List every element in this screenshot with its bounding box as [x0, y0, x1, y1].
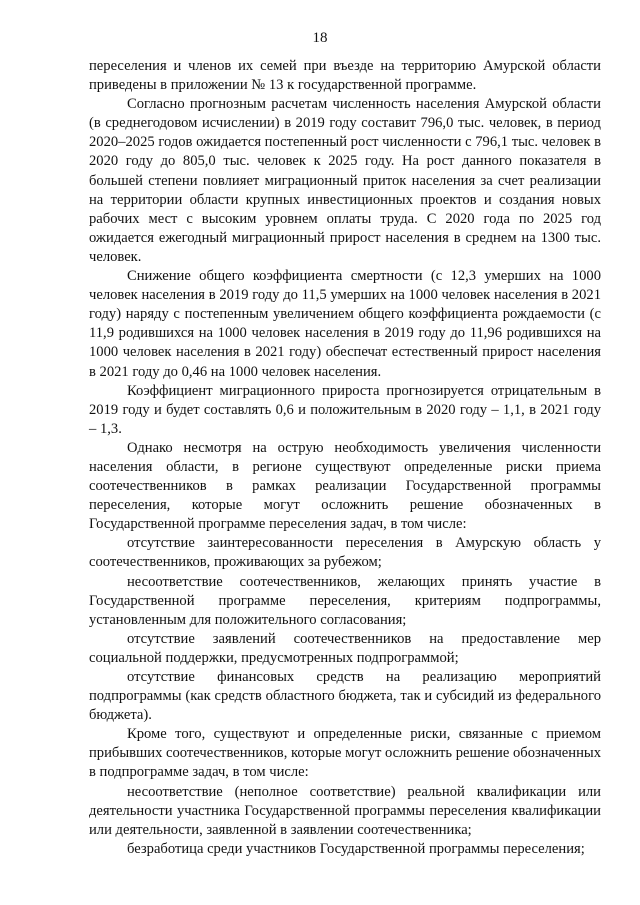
paragraph-migration-coefficient: Коэффициент миграционного прироста прогнозируется отрицательным в 2019 году и будет составлять 0,6 и положительным в 2020 году – 1,1, в 2021 году – 1,3.	[89, 382, 601, 437]
document-body	[89, 57, 601, 859]
paragraph-mortality-birthrate: Снижение общего коэффициента смертности (с 12,3 умерших на 1000 человек населения в 2019 году до 11,5 умерших на 1000 человек населения в 2021 году) наряду с постепенным увеличением общего коэффициента рождаемости (с 11,9 родившихся на 1000 человек населения в 2019 году до 11,96 родившихся на 1000 человек населения в 2021 году) обеспечат естественный прирост населения в 2021 году до 0,46 на 1000 человек населения.	[89, 268, 601, 380]
paragraph-reception-risks-intro: Кроме того, существуют и определенные риски, связанные с приемом прибывших соотечественников, которые могут осложнить решение обозначенных в подпрограмме задач, в том числе:	[89, 726, 601, 781]
risk-item: отсутствие заинтересованности переселения в Амурскую область у соотечественников, проживающих за рубежом;	[89, 535, 601, 571]
risk-item: несоответствие (неполное соответствие) реальной квалификации или деятельности участника Государственной программы переселения квалификации или деятельности, заявленной в заявлении соотечественника;	[89, 783, 601, 838]
risk-item: несоответствие соотечественников, желающих принять участие в Государственной программе переселения, критериям подпрограммы, установленным для положительного согласования;	[89, 573, 601, 628]
page-number: 18	[312, 30, 328, 46]
risk-item: отсутствие финансовых средств на реализацию мероприятий подпрограммы (как средств областного бюджета, так и субсидий из федерального бюджета).	[89, 669, 601, 724]
risk-item: безработица среди участников Государственной программы переселения;	[127, 840, 585, 857]
paragraph-risks-intro: Однако несмотря на острую необходимость увеличения численности населения области, в регионе существуют определенные риски приема соотечественников в рамках реализации Государственной программы переселения, которые могут осложнить решение обозначенных в Государственной программе переселения задач, в том числе:	[89, 439, 601, 533]
risk-item: отсутствие заявлений соотечественников на предоставление мер социальной поддержки, предусмотренных подпрограммой;	[89, 630, 601, 666]
paragraph-population-forecast: Согласно прогнозным расчетам численность населения Амурской области (в среднегодовом исчислении) в 2019 году составит 796,0 тыс. человек, в период 2020–2025 годов ожидается постепенный рост численности с 796,1 тыс. человек в 2020 году до 805,0 тыс. человек к 2025 году. На рост данного показателя в большей степени повлияет миграционный приток населения за счет реализации на территории области крупных инвестиционных проектов и создания новых рабочих мест с высоким уровнем оплаты труда. С 2020 года по 2025 год ожидается ежегодный миграционный прирост населения в среднем на 1300 тыс. человек.	[89, 96, 601, 265]
paragraph-continuation: переселения и членов их семей при въезде на территорию Амурской области приведены в приложении № 13 к государственной программе.	[89, 58, 601, 94]
